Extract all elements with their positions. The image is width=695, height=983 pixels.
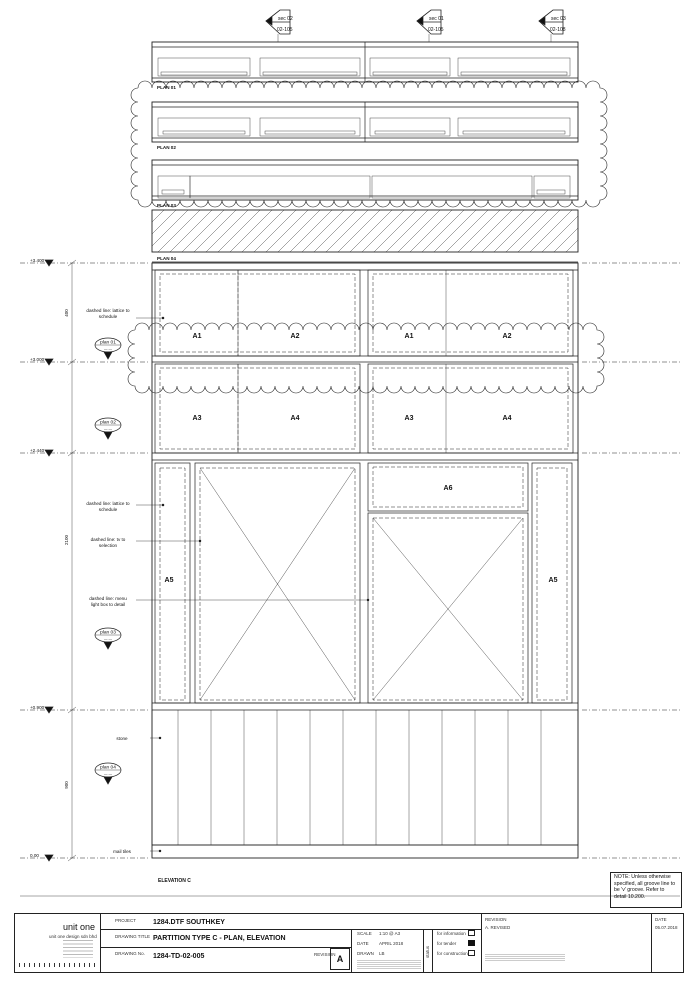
plan-glass <box>161 72 247 75</box>
level-label: +3.000 <box>30 357 45 362</box>
note-tv-dot <box>199 540 201 542</box>
drawing-no-label: DRAWING No. <box>115 951 145 956</box>
panel-a5-left: A5 <box>164 577 174 584</box>
plan-tag-label: plan 02 <box>100 420 116 426</box>
drawing-number: 1284-TD-02-005 <box>153 953 205 960</box>
level-label: +2.440 <box>30 448 45 453</box>
hatch-line <box>314 210 356 252</box>
panel-a4-left: A4 <box>290 415 300 422</box>
status-label: status <box>425 946 430 959</box>
plan-label-2: PLAN 02 <box>157 145 176 150</box>
hatch-line <box>194 210 236 252</box>
note-stone: stone <box>116 736 128 741</box>
note-tv: selection <box>98 543 118 548</box>
note-menu-dot <box>367 599 369 601</box>
hatch-line <box>518 210 560 252</box>
plan-glass <box>463 131 565 134</box>
panel-a1-right: A1 <box>404 333 414 340</box>
lattice-inner <box>160 274 355 352</box>
note-lattice-top-dot <box>162 317 164 319</box>
plan-glass <box>162 190 184 194</box>
note-lattice-mid: dashed line: lattice to <box>86 501 130 506</box>
hatch-line <box>434 210 476 252</box>
plan-frame <box>370 118 450 136</box>
plan-frame <box>260 58 360 76</box>
hatch-line <box>152 210 176 234</box>
panel-a2-left: A2 <box>290 333 300 340</box>
drawn-label: DRAWN <box>357 951 374 956</box>
hatch-line <box>362 210 404 252</box>
section-ref: sec 01 <box>429 16 444 22</box>
hatch-line <box>446 210 488 252</box>
panel-a1-left: A1 <box>192 333 202 340</box>
panel-a6: A6 <box>443 485 453 492</box>
plan-frame <box>372 176 532 198</box>
date-label: DATE <box>357 941 369 946</box>
plan-frame <box>158 176 190 198</box>
level-label: +0.900 <box>30 705 45 710</box>
plan-glass <box>373 72 447 75</box>
lattice-inner <box>160 368 355 449</box>
panel-a3-right: A3 <box>404 415 414 422</box>
revision-notes <box>485 954 565 961</box>
logo-cell <box>15 914 101 972</box>
plan-glass <box>537 190 565 194</box>
note-lattice-mid: schedule <box>98 507 118 512</box>
plan-frame <box>458 118 570 136</box>
hatch-line <box>218 210 260 252</box>
hatch-line <box>182 210 224 252</box>
plan-glass <box>375 131 445 134</box>
plan-glass <box>461 72 567 75</box>
general-note: NOTE: Unless otherwise specified, all groove line to be 'v' groove. Refer to detail 10.200. <box>610 872 682 908</box>
section-sheet: 02-108 <box>550 27 566 33</box>
hatch-line <box>554 228 578 252</box>
status-box-tender <box>468 940 475 946</box>
hatch-line <box>152 210 188 246</box>
hatch-line <box>254 210 296 252</box>
panel-a4-right: A4 <box>502 415 512 422</box>
hatch-line <box>458 210 500 252</box>
note-menu: dashed line: menu <box>89 596 127 601</box>
date-cell <box>651 914 683 972</box>
revision-cloud-plans <box>131 81 607 207</box>
hatch-line <box>338 210 380 252</box>
drawing-title: PARTITION TYPE C - PLAN, ELEVATION <box>153 935 286 942</box>
hatch-line <box>350 210 392 252</box>
hatch-line <box>542 216 578 252</box>
panel-a2-right: A2 <box>502 333 512 340</box>
company-name: unit one design sdn bhd <box>49 934 97 939</box>
revision-letter: A <box>330 948 350 970</box>
plan-frame <box>370 58 450 76</box>
plan-tag-ref: — — <box>104 427 112 431</box>
lattice-right <box>368 270 573 356</box>
revision-entry: A. REVISED <box>485 925 511 930</box>
note-stone-dot <box>159 737 161 739</box>
disclaimer-text <box>357 960 421 969</box>
dimension-label: 400 <box>64 309 69 317</box>
hatch-line <box>398 210 440 252</box>
hatch-line <box>278 210 320 252</box>
elevation-title: ELEVATION C <box>158 878 191 884</box>
status-information: for information <box>437 931 466 936</box>
status-construction: for construction <box>437 951 468 956</box>
hatch-line <box>206 210 248 252</box>
panel-a5-left-inner <box>160 468 185 700</box>
note-mail-dot <box>159 850 161 852</box>
note-tv: dashed line: tv to <box>90 537 126 542</box>
project-label: PROJECT <box>115 918 137 923</box>
plan-tag-arrow <box>104 777 112 784</box>
scale-bar <box>19 963 95 967</box>
plan-glass <box>265 131 355 134</box>
plan-tag-arrow <box>104 642 112 649</box>
plan-tag-ref: — — <box>104 637 112 641</box>
hatch-line <box>266 210 308 252</box>
hatch-line <box>302 210 344 252</box>
plan-tag-arrow <box>104 432 112 439</box>
note-menu: light box to detail <box>90 602 126 607</box>
plan-04-band <box>152 210 578 252</box>
hatch-line <box>566 240 578 252</box>
dimension-label: 2100 <box>64 534 69 546</box>
date-value: APRIL 2018 <box>379 941 404 946</box>
hatch-line <box>158 210 200 252</box>
lattice-inner <box>373 368 568 449</box>
status-tender: for tender <box>437 941 457 946</box>
plan-tag-label: plan 03 <box>100 630 116 636</box>
plan-frame <box>158 58 250 76</box>
plan-outline <box>152 160 578 200</box>
panel-a3-left: A3 <box>192 415 202 422</box>
note-lattice-top: dashed line: lattice to <box>86 308 130 313</box>
plan-frame <box>534 176 570 198</box>
address-lines <box>63 940 93 958</box>
revision-cell <box>481 914 651 972</box>
section-ref: sec 02 <box>278 16 293 22</box>
date-entry: 05.07.2018 <box>655 925 678 930</box>
note-lattice-top: schedule <box>98 314 118 319</box>
plan-frame <box>458 58 570 76</box>
status-box-information <box>468 930 475 936</box>
hatch-line <box>242 210 284 252</box>
project-name: 1284.DTF SOUTHKEY <box>153 919 225 926</box>
hatch-line <box>152 210 164 222</box>
section-ref: sec 03 <box>551 16 566 22</box>
section-sheet: 02-105 <box>428 27 444 33</box>
plan-tag-label: plan 04 <box>100 765 116 771</box>
hatch-line <box>230 210 272 252</box>
hatch-line <box>290 210 332 252</box>
hatch-line <box>530 210 572 252</box>
plan-frame <box>158 118 250 136</box>
hatch-line <box>410 210 452 252</box>
plan-label-1: PLAN 01 <box>157 85 176 90</box>
note-lattice-mid-dot <box>162 504 164 506</box>
info-cell <box>101 914 481 972</box>
hatch-line <box>506 210 548 252</box>
hatch-line <box>374 210 416 252</box>
hatch-line <box>326 210 368 252</box>
title-block <box>14 913 684 973</box>
menu-panel <box>368 513 528 703</box>
lattice-left <box>155 270 360 356</box>
revision-header: REVISION <box>485 917 507 922</box>
plan-tag-ref: — — <box>104 347 112 351</box>
plan-tag-label: plan 01 <box>100 340 116 346</box>
note-mail: mail tiles <box>113 849 131 854</box>
drawing-title-label: DRAWING TITLE <box>115 934 151 939</box>
hatch-line <box>482 210 524 252</box>
hatch-line <box>494 210 536 252</box>
logo: unit one <box>63 922 96 932</box>
revision-label: REVISION <box>314 952 336 957</box>
level-label: +3.400 <box>30 258 45 263</box>
section-sheet: 02-105 <box>277 27 293 33</box>
status-box-construction <box>468 950 475 956</box>
plan-glass <box>263 72 357 75</box>
level-label: 0.00 <box>30 853 39 858</box>
drawn-value: LB <box>379 951 385 956</box>
lattice-left <box>155 364 360 453</box>
plan-label-4: PLAN 04 <box>157 256 176 261</box>
hatch-line <box>386 210 428 252</box>
lattice-inner <box>373 274 568 352</box>
plan-glass <box>163 131 245 134</box>
date-header: DATE <box>655 917 667 922</box>
hatch-line <box>170 210 212 252</box>
tv-panel <box>195 463 360 703</box>
scale-value: 1:10 @ A3 <box>379 931 401 936</box>
plan-label-3: PLAN 03 <box>157 203 176 208</box>
plan-tag-ref: — — <box>104 772 112 776</box>
hatch-line <box>470 210 512 252</box>
hatch-line <box>422 210 464 252</box>
plan-tag-arrow <box>104 352 112 359</box>
dimension-label: 900 <box>64 781 69 789</box>
panel-a5-right-inner <box>537 468 567 700</box>
scale-label: SCALE <box>357 931 372 936</box>
plan-frame <box>190 176 370 198</box>
plan-frame <box>260 118 360 136</box>
lattice-right <box>368 364 573 453</box>
panel-a5-right: A5 <box>548 577 558 584</box>
